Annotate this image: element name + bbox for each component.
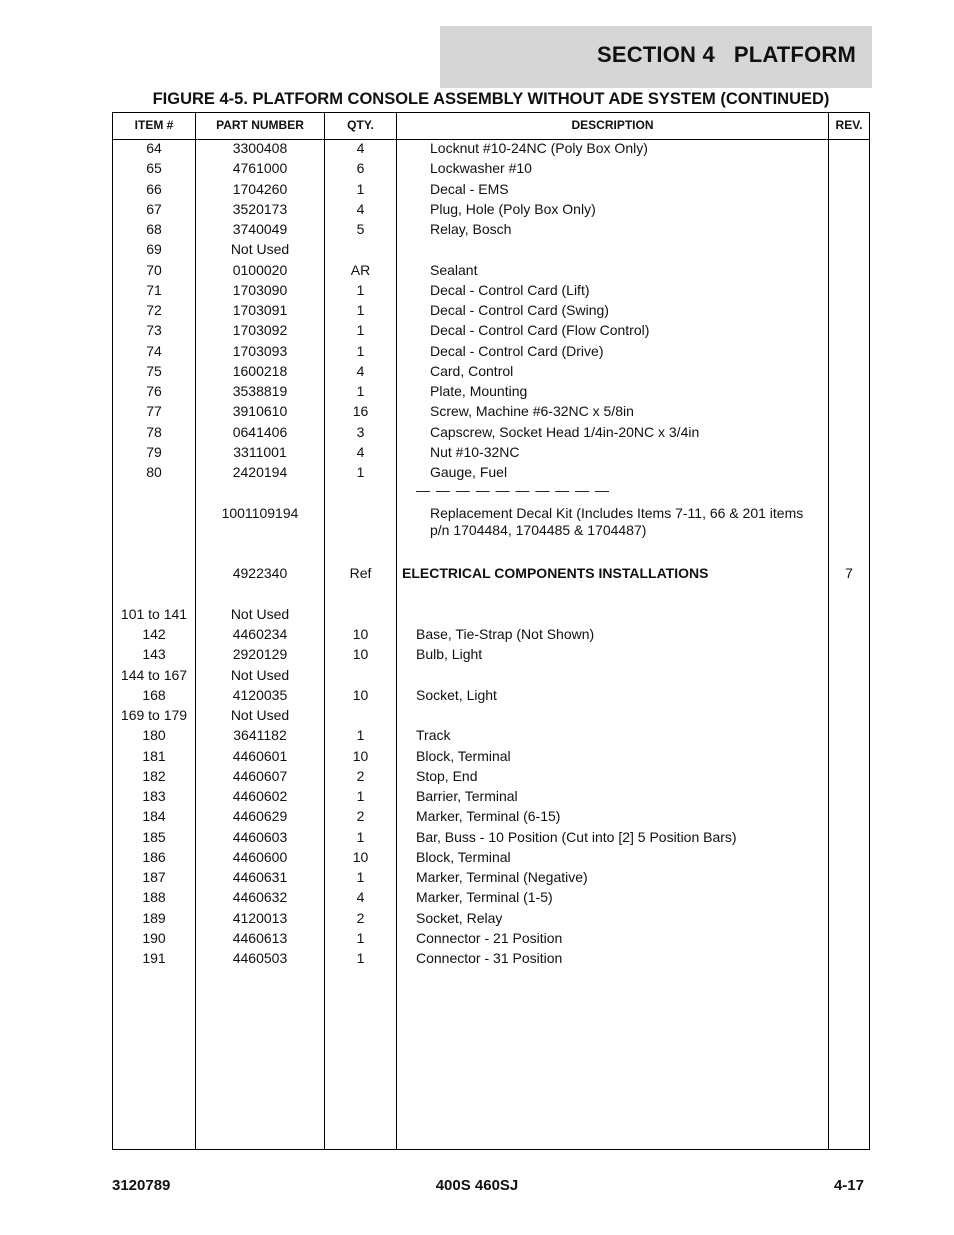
part-number: 3311001 — [233, 443, 287, 460]
table-row — [113, 748, 869, 768]
table-row — [113, 140, 869, 160]
item-number: 169 to 179 — [120, 707, 188, 723]
description: Sealant — [430, 261, 478, 278]
table-row — [113, 788, 869, 808]
table-row — [113, 849, 869, 869]
description: Capscrew, Socket Head 1/4in-20NC x 3/4in — [430, 423, 700, 440]
part-number: 1703092 — [232, 322, 288, 339]
item-number: 187 — [142, 869, 166, 885]
table-row — [113, 363, 869, 383]
part-number: 4460613 — [232, 929, 288, 946]
table-row — [113, 808, 869, 828]
description: Screw, Machine #6-32NC x 5/8in — [430, 403, 634, 420]
description: Card, Control — [430, 362, 514, 379]
dash-separator: — — — — — — — — — — — [416, 482, 611, 499]
item-number: 182 — [142, 767, 166, 784]
part-number: 2420194 — [232, 464, 288, 480]
part-number: 2920129 — [232, 646, 288, 663]
table-row — [113, 383, 869, 403]
part-number: 4120035 — [232, 686, 288, 703]
table-row — [113, 403, 869, 423]
part-number: 0641406 — [232, 423, 288, 440]
part-number: 1600218 — [232, 362, 288, 379]
description: Gauge, Fuel — [430, 464, 508, 480]
item-number: 144 to 167 — [120, 666, 188, 683]
part-number: 4460632 — [232, 889, 288, 906]
description: Decal - Control Card (Swing) — [430, 302, 609, 318]
quantity: 4 — [356, 443, 365, 460]
description: Socket, Light — [416, 686, 497, 703]
item-number: 76 — [146, 383, 162, 399]
table-row — [113, 160, 869, 180]
part-number: 0100020 — [232, 261, 288, 278]
part-number: 4460607 — [232, 767, 288, 784]
part-number: 3740049 — [232, 221, 288, 237]
part-number: 3538819 — [232, 383, 288, 399]
part-number: 1703091 — [232, 302, 288, 318]
item-number: 67 — [146, 200, 162, 217]
part-number: 4460602 — [232, 788, 288, 804]
item-number: 73 — [146, 322, 162, 339]
description: Plug, Hole (Poly Box Only) — [430, 200, 596, 217]
table-row — [113, 565, 869, 585]
quantity: 10 — [352, 747, 369, 764]
quantity: 1 — [356, 929, 365, 946]
parts-table — [112, 112, 870, 1150]
description: Lockwasher #10 — [430, 160, 532, 177]
item-number: 180 — [142, 727, 166, 744]
table-row — [113, 687, 869, 707]
quantity: 2 — [356, 808, 365, 825]
table-row — [113, 606, 869, 626]
quantity: 1 — [356, 180, 365, 197]
description: Connector - 31 Position — [416, 950, 563, 966]
description: Block, Terminal — [416, 747, 511, 764]
quantity: 10 — [352, 646, 369, 663]
table-row — [113, 343, 869, 363]
table-row — [113, 241, 869, 261]
quantity: 10 — [352, 626, 369, 642]
item-number: 72 — [146, 302, 162, 318]
item-number: 184 — [142, 808, 166, 825]
description: Locknut #10-24NC (Poly Box Only) — [430, 140, 648, 156]
table-row — [113, 768, 869, 788]
table-row — [113, 950, 869, 970]
revision: 7 — [845, 565, 853, 582]
part-number: 4922340 — [232, 565, 288, 582]
part-number: 3520173 — [232, 200, 288, 217]
part-number: Not Used — [230, 241, 290, 258]
description: Base, Tie-Strap (Not Shown) — [416, 626, 595, 642]
quantity: AR — [350, 261, 371, 278]
part-number: 4460601 — [232, 747, 288, 764]
part-number: 1704260 — [232, 180, 288, 197]
part-number: 3641182 — [233, 727, 287, 744]
table-row — [113, 444, 869, 464]
part-number: 4761000 — [232, 160, 288, 177]
section-title: SECTION 4 PLATFORM — [596, 42, 856, 67]
quantity: 1 — [356, 281, 365, 298]
description: Marker, Terminal (6-15) — [416, 808, 561, 825]
description: Track — [416, 727, 451, 744]
table-row — [113, 930, 869, 950]
table-row — [113, 181, 869, 201]
quantity: 1 — [356, 727, 365, 744]
description: Marker, Terminal (Negative) — [416, 869, 588, 885]
table-row — [113, 889, 869, 909]
table-row — [113, 424, 869, 444]
table-row — [113, 262, 869, 282]
table-row — [113, 302, 869, 322]
description: p/n 1704484, 1704485 & 1704487) — [430, 521, 647, 538]
quantity: 1 — [356, 342, 365, 359]
table-row — [113, 282, 869, 302]
item-number: 71 — [146, 281, 162, 298]
quantity: 16 — [352, 403, 369, 420]
item-number: 65 — [146, 160, 162, 177]
description: Decal - Control Card (Flow Control) — [430, 322, 650, 339]
part-number: 4460503 — [232, 950, 288, 966]
figure-title: FIGURE 4-5. PLATFORM CONSOLE ASSEMBLY WITHOUT ADE SYSTEM (CONTINUED) — [152, 90, 830, 108]
part-number: 1001109194 — [221, 504, 299, 521]
item-number: 185 — [142, 828, 166, 845]
column-header-part-number: PART NUMBER — [216, 118, 304, 132]
table-row — [113, 626, 869, 646]
description: Socket, Relay — [416, 909, 503, 926]
column-header-description: DESCRIPTION — [571, 118, 654, 132]
table-row — [113, 322, 869, 342]
description: Nut #10-32NC — [430, 443, 520, 460]
item-number: 70 — [146, 261, 162, 278]
description: Decal - EMS — [430, 180, 509, 197]
item-number: 77 — [146, 403, 162, 420]
item-number: 142 — [142, 626, 166, 642]
quantity: 4 — [356, 200, 365, 217]
description: Stop, End — [416, 767, 478, 784]
table-row — [113, 667, 869, 687]
quantity: 6 — [356, 160, 365, 177]
description: Bar, Buss - 10 Position (Cut into [2] 5 Position Bars) — [416, 828, 737, 845]
description: Connector - 21 Position — [416, 929, 563, 946]
table-row — [113, 829, 869, 849]
part-number: 1703090 — [232, 281, 288, 298]
quantity: 4 — [356, 362, 365, 379]
column-header-qty: QTY. — [347, 118, 374, 132]
item-number: 181 — [142, 747, 166, 764]
description: Decal - Control Card (Drive) — [430, 342, 604, 359]
item-number: 188 — [142, 889, 166, 906]
item-number: 79 — [146, 443, 162, 460]
item-number: 68 — [146, 221, 162, 237]
description: Bulb, Light — [416, 646, 483, 663]
description: Plate, Mounting — [430, 383, 528, 399]
footer-model: 400S 460SJ — [435, 1177, 519, 1194]
item-number: 75 — [146, 362, 162, 379]
quantity: 1 — [356, 464, 365, 480]
quantity: 10 — [352, 848, 369, 865]
part-number: 3910610 — [232, 403, 288, 420]
quantity: 1 — [356, 869, 365, 885]
part-number: 3300408 — [232, 140, 288, 156]
table-row — [113, 646, 869, 666]
item-number: 78 — [146, 423, 162, 440]
quantity: 1 — [356, 828, 365, 845]
description: Barrier, Terminal — [416, 788, 518, 804]
table-row — [113, 504, 869, 538]
quantity: 10 — [352, 686, 369, 703]
table-row — [113, 707, 869, 727]
table-row — [113, 727, 869, 747]
part-number: 4460631 — [232, 869, 288, 885]
description: Relay, Bosch — [430, 221, 512, 237]
item-number: 186 — [142, 848, 166, 865]
part-number: Not Used — [230, 605, 290, 622]
quantity: 4 — [356, 140, 365, 156]
quantity: 4 — [356, 889, 365, 906]
item-number: 80 — [146, 464, 162, 480]
item-number: 191 — [142, 950, 166, 966]
table-row — [113, 482, 869, 502]
quantity: 1 — [356, 788, 365, 804]
quantity: 1 — [356, 302, 365, 318]
description: Replacement Decal Kit (Includes Items 7-11, 66 & 201 items — [430, 504, 804, 521]
description: Decal - Control Card (Lift) — [430, 281, 590, 298]
table-row — [113, 201, 869, 221]
part-number: 4460600 — [232, 848, 288, 865]
part-number: 4460234 — [232, 626, 288, 642]
quantity: 3 — [356, 423, 365, 440]
item-number: 69 — [146, 241, 162, 258]
table-row — [113, 869, 869, 889]
part-number: 4120013 — [232, 909, 288, 926]
table-row — [113, 221, 869, 241]
item-number: 74 — [146, 342, 162, 359]
part-number: 1703093 — [232, 342, 288, 359]
description: ELECTRICAL COMPONENTS INSTALLATIONS — [402, 565, 709, 582]
item-number: 183 — [142, 788, 166, 804]
part-number: 4460603 — [232, 828, 288, 845]
description: Marker, Terminal (1-5) — [416, 889, 553, 906]
item-number: 143 — [142, 646, 166, 663]
quantity: 1 — [356, 322, 365, 339]
column-header-rev: REV. — [835, 118, 863, 132]
item-number: 101 to 141 — [120, 605, 188, 622]
table-row — [113, 910, 869, 930]
table-row — [113, 464, 869, 484]
part-number: Not Used — [230, 666, 290, 683]
part-number: Not Used — [230, 707, 290, 723]
item-number: 66 — [146, 180, 162, 197]
item-number: 189 — [142, 909, 166, 926]
quantity: 5 — [356, 221, 365, 237]
footer-page-number: 4-17 — [833, 1177, 864, 1194]
quantity: 2 — [356, 909, 365, 926]
item-number: 168 — [142, 686, 166, 703]
quantity: Ref — [349, 565, 372, 582]
description: Block, Terminal — [416, 848, 511, 865]
part-number: 4460629 — [232, 808, 288, 825]
footer-doc-number: 3120789 — [112, 1177, 171, 1194]
quantity: 1 — [356, 383, 365, 399]
quantity: 2 — [356, 767, 365, 784]
quantity: 1 — [356, 950, 365, 966]
item-number: 64 — [146, 140, 162, 156]
item-number: 190 — [142, 929, 166, 946]
section-header — [440, 26, 872, 88]
column-header-item: ITEM # — [134, 118, 174, 132]
